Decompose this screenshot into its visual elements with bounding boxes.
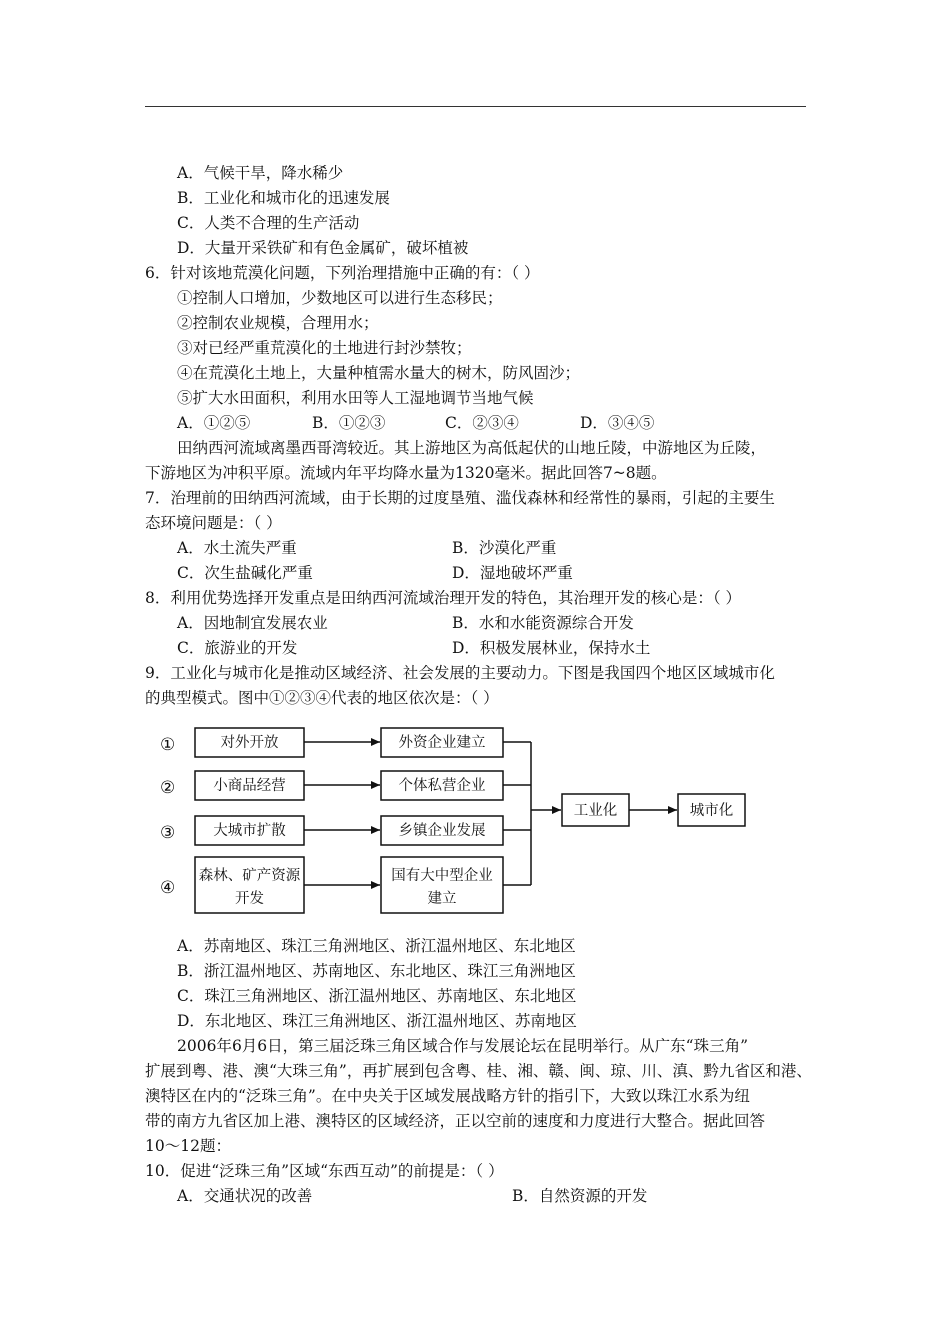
q5-option-d: D．大量开采铁矿和有色金属矿，破坏植被: [177, 239, 469, 257]
label-opening-up: 对外开放: [220, 735, 279, 751]
q10-option-b: B．自然资源的开发: [512, 1187, 648, 1205]
q6-item-3: ③对已经严重荒漠化的土地进行封沙禁牧；: [177, 339, 472, 357]
q8-option-a: A．因地制宜发展农业: [177, 614, 328, 632]
q9-option-a: A．苏南地区、珠江三角洲地区、浙江温州地区、东北地区: [177, 937, 576, 955]
q6-item-1: ①控制人口增加，少数地区可以进行生态移民；: [177, 289, 503, 307]
label-private-enterprise: 个体私营企业: [398, 778, 486, 794]
q7-option-d: D．湿地破坏严重: [452, 564, 573, 582]
passage-10-12-line-1: 2006年6月6日，第三届泛珠三角区域合作与发展论坛在昆明举行。从广东“珠三角”: [177, 1037, 749, 1055]
q8-option-d: D．积极发展林业，保持水土: [452, 639, 651, 657]
q6-option-a: A．①②⑤: [177, 414, 251, 432]
label-state-enterprise-2: 建立: [427, 891, 457, 907]
q8-option-c: C．旅游业的开发: [177, 639, 298, 657]
q6-item-2: ②控制农业规模，合理用水；: [177, 314, 379, 332]
q5-option-a: A．气候干旱，降水稀少: [177, 164, 344, 182]
passage-7-8-line-1: 田纳西河流域离墨西哥湾较近。其上游地区为高低起伏的山地丘陵，中游地区为丘陵，: [177, 439, 767, 457]
q7-stem-line-2: 态环境问题是：（ ）: [145, 514, 282, 532]
diagram-number-2: ②: [160, 778, 176, 798]
q9-stem-line-2: 的典型模式。图中①②③④代表的地区依次是：（ ）: [145, 689, 499, 707]
label-small-commodity: 小商品经营: [213, 778, 286, 794]
q6-item-5: ⑤扩大水田面积，利用水田等人工湿地调节当地气候: [177, 389, 534, 407]
passage-10-12-line-5: 10～12题：: [145, 1137, 231, 1155]
label-industrialization: 工业化: [573, 803, 618, 819]
label-foreign-enterprise: 外资企业建立: [398, 735, 486, 751]
diagram-number-4: ④: [160, 878, 176, 898]
q5-option-c: C．人类不合理的生产活动: [177, 214, 360, 232]
q10-stem: 10．促进“泛珠三角”区域“东西互动”的前提是：（ ）: [145, 1162, 504, 1180]
label-urbanization: 城市化: [689, 803, 734, 819]
q8-stem: 8．利用优势选择开发重点是田纳西河流域治理开发的特色，其治理开发的核心是：（ ）: [145, 589, 742, 607]
q5-option-b: B．工业化和城市化的迅速发展: [177, 189, 390, 207]
passage-10-12-line-4: 带的南方九省区加上港、澳特区的区域经济，正以空前的速度和力度进行大整合。据此回答: [145, 1112, 766, 1130]
passage-10-12-line-3: 澳特区在内的“泛珠三角”。在中央关于区域发展战略方针的指引下，大致以珠江水系为纽: [145, 1087, 750, 1105]
q7-option-a: A．水土流失严重: [177, 539, 297, 557]
diagram-number-3: ③: [160, 823, 176, 843]
q6-item-4: ④在荒漠化土地上，大量种植需水量大的树木，防风固沙；: [177, 364, 581, 382]
q8-option-b: B．水和水能资源综合开发: [452, 614, 634, 632]
label-state-enterprise-1: 国有大中型企业: [391, 868, 493, 884]
label-township-enterprise: 乡镇企业发展: [398, 823, 486, 839]
q9-option-d: D．东北地区、珠江三角洲地区、浙江温州地区、苏南地区: [177, 1012, 577, 1030]
q9-option-b: B．浙江温州地区、苏南地区、东北地区、珠江三角洲地区: [177, 962, 576, 980]
diagram-number-1: ①: [160, 735, 176, 755]
q6-stem: 6．针对该地荒漠化问题，下列治理措施中正确的有：（ ）: [145, 264, 540, 282]
label-resource-development-2: 开发: [235, 891, 264, 907]
q6-option-b: B．①②③: [312, 414, 386, 432]
q9-option-c: C．珠江三角洲地区、浙江温州地区、苏南地区、东北地区: [177, 987, 577, 1005]
q7-stem-line-1: 7．治理前的田纳西河流域，由于长期的过度垦殖、滥伐森林和经常性的暴雨，引起的主要生: [145, 489, 775, 507]
q9-stem-line-1: 9．工业化与城市化是推动区域经济、社会发展的主要动力。下图是我国四个地区区域城市化: [145, 664, 775, 682]
passage-10-12-line-2: 扩展到粤、港、澳“大珠三角”，再扩展到包含粤、桂、湘、赣、闽、琼、川、滇、黔九省区和港、: [145, 1062, 812, 1080]
passage-7-8-line-2: 下游地区为冲积平原。流域内年平均降水量为1320毫米。据此回答7~8题。: [145, 464, 667, 482]
q7-option-b: B．沙漠化严重: [452, 539, 557, 557]
q6-option-c: C．②③④: [445, 414, 519, 432]
q10-option-a: A．交通状况的改善: [177, 1187, 313, 1205]
q7-option-c: C．次生盐碱化严重: [177, 564, 313, 582]
label-resource-development-1: 森林、矿产资源: [198, 868, 301, 884]
label-big-city-diffusion: 大城市扩散: [213, 823, 286, 839]
q6-option-d: D．③④⑤: [580, 414, 655, 432]
